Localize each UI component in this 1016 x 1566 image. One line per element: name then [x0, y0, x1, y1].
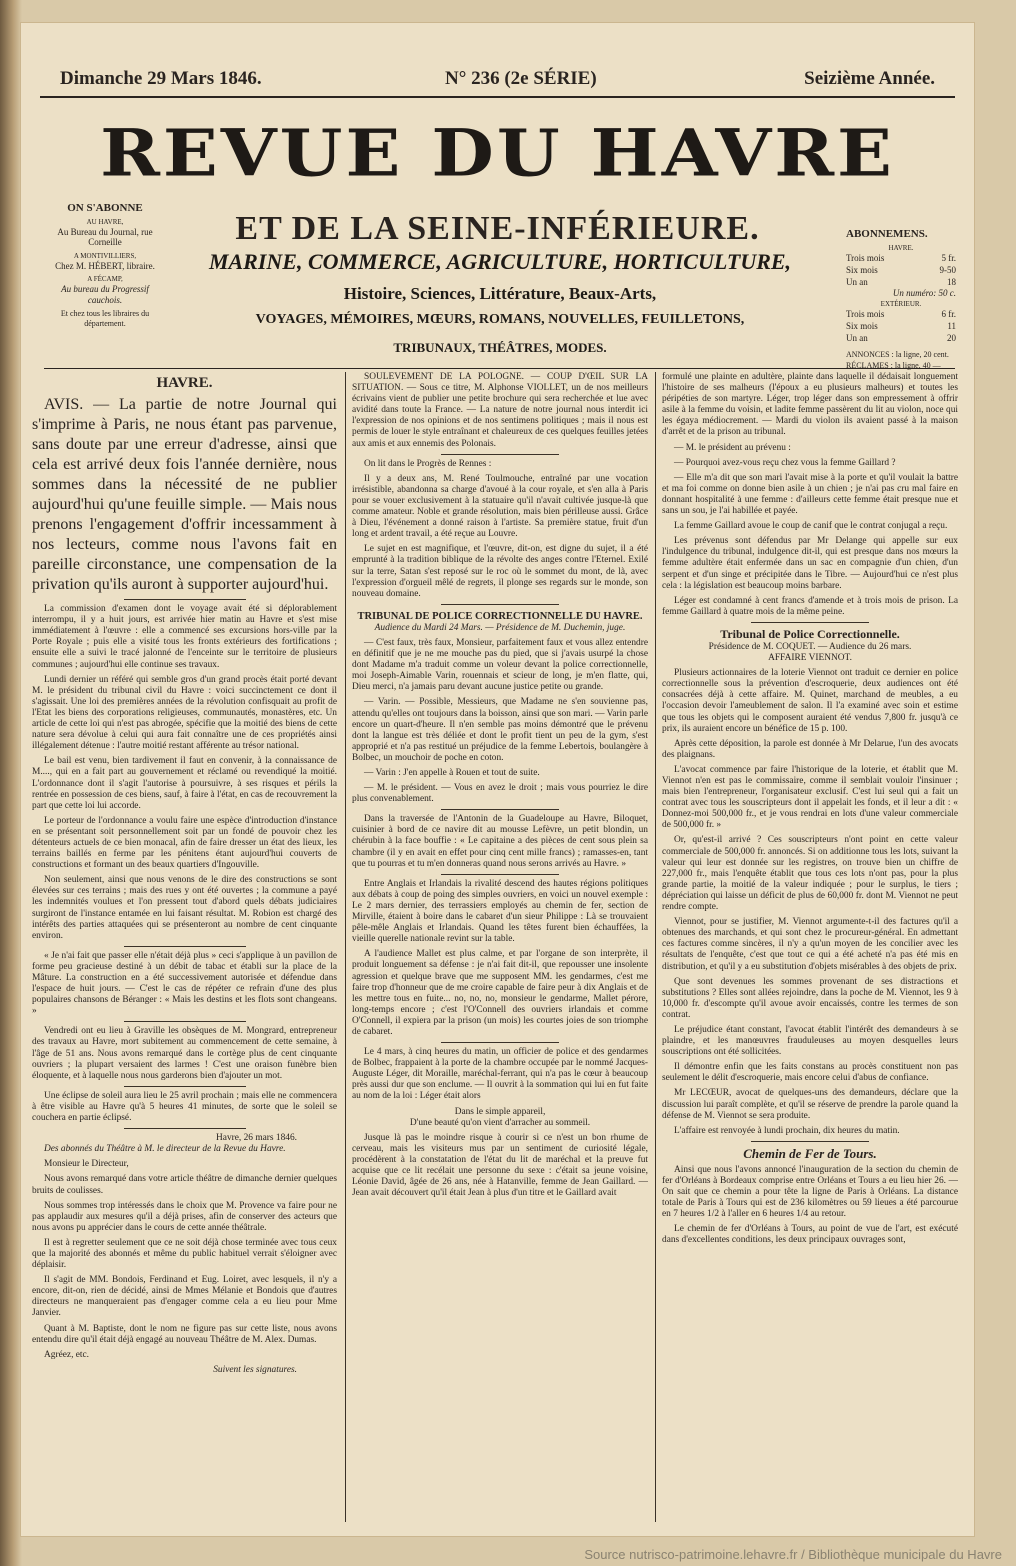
separator	[751, 1141, 869, 1142]
article-paragraph: Que sont devenues les sommes provenant de ses distractions et substitutions ? Elles sont allées rejoindre, dans la poche de M. Viennot, les 9 à 10,000 fr. d'escompte qu'il avoue avoir encaissés, contre les termes de son contrat.	[662, 976, 958, 1020]
article-paragraph: Le 4 mars, à cinq heures du matin, un officier de police et des gendarmes de Bolbec, frappaient à la porte de la chambre occupée par le nommé Jacques-Auguste Léger, dit Moraille, maréchal-ferrant, qui n'a pas le cœur à beaucoup près aussi dur que son enclume. — Il ouvrit à la sommation qui lui en fut faite au nom de la loi : Léger était alors	[352, 1047, 648, 1102]
tribunal-heading: TRIBUNAL DE POLICE CORRECTIONNELLE DU HAVRE.	[357, 610, 643, 622]
article-paragraph: L'affaire est renvoyée à lundi prochain, dix heures du matin.	[674, 1125, 900, 1136]
separator	[124, 1128, 246, 1129]
letter-paragraph: Nous sommes trop intéressés dans le choix que M. Provence va faire pour ne pas applaudir aux mesures qu'il a déjà prises, afin de conserver des acteurs que nous avons pu apprécier dans le cours de cette année théâtrale.	[32, 1200, 337, 1233]
verse-line: D'une beauté qu'on vient d'arracher au sommeil.	[409, 1117, 591, 1128]
subscribe-line: Chez M. HÉBERT, libraire.	[55, 260, 155, 271]
letter-paragraph: Il s'agit de MM. Bondois, Ferdinand et Eug. Loiret, avec lesquels, il n'y a encore, dit-on, rien de décidé, ainsi de Mmes Mélanie et Bondois que d'autres directeurs ne manqueraient pas d'engager comme cela a eu lieu pour Mme Janvier.	[32, 1275, 337, 1319]
article-paragraph: « Je n'ai fait que passer elle n'était déjà plus » ceci s'applique à un pavillon de forme peu gracieuse destiné à un débit de tabac et établi sur la place de la Mâture. La construction en a été successivement autorisée et défendue dans l'espace de huit jours. — C'est le cas de répéter ce refrain d'une des plus populaires chansons de Béranger : « Mais les destins et les flots sont changeans. »	[32, 950, 337, 1017]
masthead-title: REVUE DU HAVRE	[100, 114, 895, 191]
issue-number: N° 236 (2e SÉRIE)	[445, 68, 597, 89]
article-paragraph: Lundi dernier un référé qui semble gros d'un grand procès était porté devant M. le président du tribunal civil du Havre : voici succinctement ce dont il s'agissait. Une loi des premières années de la révolution confisquait au profit de l'Etat les biens des corporations religieuses, communautés, monastères, etc. Un article de cette loi qui n'est pas abrogée, spécifie que la moitié des biens de cette nature sera dévolue à celui qui aura fait connaître une de ces propriétés ainsi illégalement détenue : l'autre moitié restant afférente au trésor national.	[32, 674, 337, 752]
article-paragraph: Il y a deux ans, M. René Toulmouche, entraîné par une vocation irrésistible, abandonna sa charge d'avoué à la cour royale, et s'en alla à Paris pour se vouer exclusivement à la statuaire qu'il n'avait cultivée jusque-là que comme amateur. Noble et grande résolution, mais bien périlleuse aussi. Grâce à Dieu, l'événement a donné raison à l'artiste. Sa première statue, fruit d'un long et ardent travail, a été reçue au Louvre.	[352, 473, 648, 540]
prices-title: ABONNEMENS.	[846, 228, 928, 240]
letter-paragraph: Nous avons remarqué dans votre article théâtre de dimanche dernier quelques bruits de coulisses.	[32, 1174, 337, 1196]
article-paragraph: — M. le président au prévenu :	[674, 442, 791, 453]
article-paragraph: Les prévenus sont défendus par Mr Delange qui appelle sur eux l'indulgence du tribunal, indulgence dit-il, qui est presque dans nos mœurs la femme adultère était enfermée dans un sac en compagnie d'un chien, d'un serpent et d'un singe et précipitée dans le Tibre. — Aujourd'hui ce n'est plus cela : la législation est beaucoup moins barbare.	[662, 536, 958, 591]
newspaper-page	[20, 22, 975, 1537]
price-value: 5 fr.	[941, 253, 956, 264]
separator	[441, 874, 559, 875]
article-paragraph: — Pourquoi avez-vous reçu chez vous la femme Gaillard ?	[674, 457, 896, 468]
article-paragraph: Vendredi ont eu lieu à Graville les obsèques de M. Mongrard, entrepreneur des travaux au Havre, mort subitement au commencement de cette semaine, à l'âge de 51 ans. Nous avons remarqué dans le cortège plus de cent cinquante ouvriers ; la plupart versaient des larmes ! C'est une oraison funèbre bien éloquente, et à laquelle nous nous garderons bien d'ajouter un mot.	[32, 1026, 337, 1081]
article-paragraph: formulé une plainte en adultère, plainte dans laquelle il dédaisait longuement l'histoire de ses malheurs (l'époux a eu plusieurs malheurs) et toutes les péripéties de son martyre. Léger, trop léger dans son empressement à offrir asile à la femme du voisin, et ladite femme passèrent du lit au violon, noce qui les égaya médiocrement. — Mardi du violon ils avaient passé à la maison d'arrêt et de la prison au tribunal.	[662, 372, 958, 438]
article-paragraph: L'avocat commence par faire l'historique de la loterie, et établit que M. Viennot n'en est pas le commissaire, comme il semblait vouloir l'insinuer ; mais bien l'entrepreneur, l'organisateur exclusif. C'est lui seul qui a fait un contrat avec tous les souscripteurs dont il appelait les fonds, et il leur a dit : « Donnez-moi 500,000 fr., et je vous rendrai en lots d'une valeur commerciale de 500,000 fr. »	[662, 764, 958, 831]
article-paragraph: Non seulement, ainsi que nous venons de le dire des constructions se sont élevées sur ces terrains ; mais des rues y ont été ouvertes ; la commune a payé les indemnités voulues et l'on pressent tout d'abord quels débats judiciaires surgiront de l'instance entamée en lui faisant résultat. M. Robion est chargé des intérêts des parties attaquées qui se présenteront au nombre de cent cinquante environ.	[32, 875, 337, 941]
letter-date: Havre, 26 mars 1846.	[216, 1133, 297, 1144]
article-paragraph: Une éclipse de soleil aura lieu le 25 avril prochain ; mais elle ne commencera à être visible au Havre qu'à 5 heures 41 minutes, de sorte que le soleil se couchera en partie éclipsé.	[32, 1090, 337, 1124]
price-label: Trois mois	[846, 309, 885, 320]
separator	[751, 622, 869, 623]
article-paragraph: Mr LECŒUR, avocat de quelques-uns des demandeurs, déclare que la discussion lui paraît complète, et qu'il se réserve de prendre la parole quand la défense de M. Viennot se sera produite.	[662, 1088, 958, 1121]
reclames-rate: RÉCLAMES : la ligne, 40 —	[846, 360, 941, 370]
column-divider	[345, 372, 346, 1522]
subscribe-line: A FÉCAMP,	[87, 275, 123, 284]
separator	[441, 1042, 559, 1043]
price-label: Trois mois	[846, 253, 885, 264]
article-paragraph: — M. le président. — Vous en avez le droit ; mais vous pourriez le dire plus convenablement.	[352, 783, 648, 805]
column-divider	[655, 372, 656, 1522]
column-3	[662, 372, 958, 1527]
subscribe-line: Au Bureau du Journal, rue Corneille	[57, 226, 153, 248]
letter-intro: Des abonnés du Théâtre à M. le directeur de la Revue du Havre.	[44, 1144, 286, 1155]
separator	[124, 1086, 246, 1087]
verse-line: Dans le simple appareil,	[454, 1106, 546, 1117]
issue-year: Seizième Année.	[804, 68, 935, 89]
topics-line-4: TRIBUNAUX, THÉÂTRES, MODES.	[393, 340, 607, 355]
subscription-prices	[846, 227, 956, 371]
subscribe-line: Et chez tous les libraires du département.	[60, 309, 150, 328]
article-paragraph: Le sujet en est magnifique, et l'œuvre, dit-on, est digne du sujet, il a été emprunté à la tradition biblique de la révolte des anges contre l'Eternel. Exilé sur la terre, Satan s'est reposé sur le roc où le sommet du mont, de là, avec l'expression d'orgueil mêlé de regrets, il plonge ses regards sur le monde, son nouveau domaine.	[352, 544, 648, 599]
price-row	[846, 277, 956, 289]
separator	[124, 946, 246, 947]
price-value: 6 fr.	[941, 309, 956, 320]
article-paragraph: Entre Anglais et Irlandais la rivalité descend des hautes régions politiques aux débats à coup de poing des simples ouvriers, en voici un nouvel exemple : Le 2 mars dernier, des terrassiers employés au chemin de fer, section de Mirville, étaient à boire dans le cabaret d'un sieur Philippe : Là se trouvaient pêle-mêle Anglais et Irlandais. Quand les têtes furent bien échauffées, la vieille querelle nationale revint sur la table.	[352, 878, 648, 945]
article-paragraph: La commission d'examen dont le voyage avait été si déplorablement interrompu, il y a huit jours, est arrivée hier matin au Havre et s'est mise immédiatement à l'œuvre : elle a commencé ses excursions hors-ville par la Porte Royale ; puis elle a visité tous les fronts extérieurs des fortifications ; ensuite elle a suivi le tracé jalonné de l'enceinte sur le territoire de plusieurs communes ; aujourd'hui elle continue ses travaux.	[32, 604, 337, 670]
price-row	[846, 321, 956, 333]
subscribe-line: A MONTIVILLIERS,	[73, 252, 137, 261]
letter-close: Agréez, etc.	[44, 1349, 90, 1360]
price-row	[846, 253, 956, 265]
price-row	[846, 309, 956, 321]
article-paragraph: On lit dans le Progrès de Rennes :	[364, 458, 492, 469]
letter-signature: Suivent les signatures.	[213, 1364, 297, 1375]
header-rule	[44, 368, 955, 369]
subscription-places	[50, 202, 160, 329]
price-label: Un an	[846, 276, 868, 287]
article-paragraph: — C'est faux, très faux, Monsieur, parfaitement faux et vous allez entendre en définitif que je ne me mouche pas du pied, que si j'avais usurpé la chose dont Madame m'a traduit comme un voleur devant la police correctionnelle, moi Joseph-Aimable Varin, rouennais et scieur de long, je m'en flatte, qui, Dieu merci, n'a jamais paru devant aucune justice petite ou grande.	[352, 637, 648, 693]
single-issue-price: Un numéro: 50 c.	[892, 288, 956, 299]
prices-havre: HAVRE.	[888, 244, 914, 253]
notice-avis: AVIS. — La partie de notre Journal qui s'imprime à Paris, ne nous étant pas parvenue, sans doute par une erreur d'adresse, ainsi que cela est arrivé deux fois l'année dernière, nous sommes dans la nécessité de ne publier aujourd'hui qu'une feuille simple. — Mais nous prenons l'engagement d'offrir incessamment à nos lecteurs, comme nous l'avons fait en pareille circonstance, une compensation de la privation qu'ils auront à supporter aujourd'hui.	[32, 396, 337, 594]
article-paragraph: Il démontre enfin que les faits constans au procès constituent non pas seulement le délit d'escroquerie, mais encore celui d'abus de confiance.	[662, 1062, 958, 1084]
price-label: Six mois	[846, 320, 878, 331]
section-heading-havre: HAVRE.	[156, 375, 213, 391]
article-paragraph: Ainsi que nous l'avons annoncé l'inauguration de la section du chemin de fer d'Orléans à Bordeaux comprise entre Orléans et Tours a eu lieu hier 26. — On sait que ce chemin a pour tête la ligne de Paris à Orléans. La distance totale de Paris à Tours qui est de 236 kilomètres ou 59 lieues a été parcourue en 7 heures 1/2 à l'aller en 6 heures 1/4 au retour.	[662, 1164, 958, 1220]
separator	[441, 454, 559, 455]
article-paragraph: Le bail est venu, bien tardivement il faut en convenir, à la connaissance de M...., qui en a fait part au gouvernement et réclamé ou revendiqué la moitié. L'ordonnance dont il s'agit l'autorise à poursuivre, à ses risques et périls la rentrée en possession de ces biens, sauf, à faire à l'état, en cas de recouvrement la part que cette loi lui accorde.	[32, 756, 337, 811]
price-label: Six mois	[846, 265, 878, 276]
article-paragraph: Plusieurs actionnaires de la loterie Viennot ont traduit ce dernier en police correctionnelle sous la prévention d'escroquerie, deux audiences ont été consacrées déjà à cette affaire. M. Quinet, marchand de meubles, a eu l'occasion devoir l'ameublement de salon. Il l'a examiné avec soin et estime que tous les objets qui le composent auraient été vendus 7,800 fr. jusqu'à ce prix, ils auraient encore un bénéfice de 15 p. 100.	[662, 668, 958, 734]
price-row	[846, 333, 956, 345]
article-paragraph: SOULÈVEMENT DE LA POLOGNE. — COUP D'ŒIL SUR LA SITUATION. — Sous ce titre, M. Alphonse VIOLLET, un de nos meilleurs écrivains vient de publier une petite brochure qui sera recherchée et lue avec avidité dans toute la France. — La nature de notre journal nous interdit ici l'expression de nos opinions et de nos sentimens politiques ; mais il nous est permis de louer le style entraînant et chaleureux de ces quelques feuilles jetées aux amis et aux ennemis des Polonais.	[352, 372, 648, 449]
letter-paragraph: Il est à regretter seulement que ce ne soit déjà chose terminée avec tous ceux que la majorité des abonnés et même du public habituel verrait s'éloigner avec déplaisir.	[32, 1237, 337, 1271]
masthead-subtitle: ET DE LA SEINE-INFÉRIEURE.	[235, 210, 760, 247]
price-row	[846, 265, 956, 277]
dateline	[40, 60, 955, 98]
article-paragraph: — Varin. — Possible, Messieurs, que Madame ne s'en souvienne pas, attendu qu'elles ont toujours dans la boisson, ainsi que son mari. — Varin parle encore un quart-d'heure. Il n'en semble pas moins démontré que le prévenu dont la langue est très déliée et dont le profit tient un peu de la gym, s'est approprié et n'a pas restitué un préjudice de la femme Lebertois, boulangère à Bolbec, un mouchoir de poche en coton.	[352, 697, 648, 763]
affaire-title: AFFAIRE VIENNOT.	[768, 653, 852, 664]
article-paragraph: Le préjudice étant constant, l'avocat établit l'intérêt des demandeurs à se plaindre, et les manœuvres frauduleuses au moyen desquelles leurs souscriptions ont été sollicitées.	[662, 1024, 958, 1058]
topics-line-3: VOYAGES, MÉMOIRES, MŒURS, ROMANS, NOUVELLES, FEUILLETONS,	[255, 312, 745, 327]
article-paragraph: — Elle m'a dit que son mari l'avait mise à la porte et qu'il voulait la battre et ma foi comme on donne bien asile à un chien ; je n'ai pas cru mal faire en donnant hospitalité à une femme : d'ailleurs cette femme était presque nue et sans un sou, je l'ai habillée et payée.	[662, 472, 958, 517]
article-paragraph: A l'audience Mallet est plus calme, et par l'organe de son interprète, il produit longuement sa défense : je n'ai fait dit-il, que repousser une insolente agression et quelque brave que me supposent MM. les gendarmes, c'est me faire trop d'honneur que de me croire capable de faire peur à dix Anglais et de les mettre tous en fuite... no, no, no, monsieur le gendarme, Mallet pérore, long-temps encore ; c'est l'O'Connell des ouvriers irlandais et comme O'Connell, il expiera par la prison (un mois) les courtes joies de son triomphe de cabaret.	[352, 949, 648, 1037]
article-paragraph: — Varin : J'en appelle à Rouen et tout de suite.	[364, 768, 540, 778]
article-paragraph: Viennot, pour se justifier, M. Viennot argumente-t-il des factures qu'il a obtenues des marchands, et qui sont chez le procureur-général. En admettant ces factures comme sincères, il n'y a qu'un moyen de les concilier avec les résultats de l'enquête, c'est que tout ce qui a été acheté n'a pas été mis en distribution, et qu'il y a eu substitution d'objets misérables à des objets de prix.	[662, 917, 958, 972]
price-value: 11	[947, 320, 956, 331]
separator	[124, 599, 246, 600]
letter-salute: Monsieur le Directeur,	[44, 1159, 129, 1170]
separator	[124, 1021, 246, 1022]
price-value: 18	[947, 276, 956, 287]
article-paragraph: Or, qu'est-il arrivé ? Ces souscripteurs n'ont point en cette valeur commerciale de 500,000 fr. annoncés. Si on additionne tous les lots, suivant la valeur qui leur est donnée sur les registres, on trouve bien un chiffre de 227,000 fr., mais l'enquête établit que tous ces lots n'ont pas, pour la plus grande partie, la moitié de la valeur indiquée ; pour le surplus, le tiers ; dépréciation qui laisse un déficit de plus de 60,000 fr. dont M. Viennot ne peut rendre compte.	[662, 835, 958, 913]
price-value: 20	[947, 332, 956, 343]
article-paragraph: Dans la traversée de l'Antonin de la Guadeloupe au Havre, Biloquet, cuisinier à bord de ce navire dit au mousse Lefèvre, un petit blondin, un chérubin à la face bouffie : « Le capitaine a des pièces de cent sous plein sa chambre (il y en avait en effet pour cinq cent mille francs) ; ramasses-en, tant que tu pourras et tu m'en donneras quand nous serons arrivés au Havre. »	[352, 814, 648, 869]
column-2	[352, 372, 648, 1527]
prices-exterieur: EXTÉRIEUR.	[880, 300, 922, 309]
topics-line-2: Histoire, Sciences, Littérature, Beaux-Arts,	[343, 284, 657, 303]
subscribe-line: AU HAVRE,	[86, 218, 124, 227]
subscribe-line: Au bureau du Progressif cauchois.	[61, 283, 149, 305]
letter-paragraph: Quant à M. Baptiste, dont le nom ne figure pas sur cette liste, nous avons entendu dire qu'il était déjà engagé au nouveau Théâtre de M. Alex. Dumas.	[32, 1323, 337, 1345]
article-paragraph: Léger est condamné à cent francs d'amende et à trois mois de prison. La femme Gaillard à quatre mois de la même peine.	[662, 595, 958, 617]
price-label: Un an	[846, 332, 868, 343]
price-value: 9-50	[939, 265, 956, 276]
chemin-heading: Chemin de Fer de Tours.	[743, 1145, 877, 1161]
audience-line: Présidence de M. COQUET. — Audience du 26 mars.	[708, 641, 912, 652]
column-1	[32, 372, 337, 1527]
separator	[441, 604, 559, 605]
audience-line: Audience du Mardi 24 Mars. — Présidence de M. Duchemin, juge.	[374, 622, 626, 633]
issue-date: Dimanche 29 Mars 1846.	[60, 68, 262, 89]
article-paragraph: Le chemin de fer d'Orléans à Tours, au point de vue de l'art, est exécuté dans d'excellentes conditions, les deux principaux ouvrages sont,	[662, 1224, 958, 1246]
tribunal-heading: Tribunal de Police Correctionnelle.	[720, 626, 900, 641]
separator	[441, 809, 559, 810]
article-paragraph: Après cette déposition, la parole est donnée à Mr Delarue, l'un des avocats des plaignans.	[662, 738, 958, 760]
binding-spine	[0, 0, 22, 1566]
topics-line-1: MARINE, COMMERCE, AGRICULTURE, HORTICULTURE,	[208, 249, 792, 274]
source-credit: Source nutrisco-patrimoine.lehavre.fr / Bibliothèque municipale du Havre	[584, 1547, 1002, 1562]
article-paragraph: Le porteur de l'ordonnance a voulu faire une espèce d'introduction d'instance en se présentant soit personnellement soit par un fondé de pouvoir chez les détenteurs actuels de ce bien monacal, afin de faire dresser un état des lieux, les terrains baillés en ferme par les pénitens étant aujourd'hui couverts de constructions et formant un des beaux quartiers d'Ingouville.	[32, 815, 337, 871]
article-paragraph: Jusque là pas le moindre risque à courir si ce n'est un bon rhume de cerveau, mais les visiteurs mus par un sentiment de curiosité légale, procédèrent à la constatation de l'état du lit de maréchal et la preuve fut acquise que ce lit recélait une personne du sexe : c'était sa jeune voisine, Léonie David, âgée de 26 ans, née à Hatanville, femme de Jean Gaillard. — Jean avait découvert qu'il était Jean à plus d'un titre et le Gaillard avait	[352, 1132, 648, 1199]
article-paragraph: La femme Gaillard avoue le coup de canif que le contrat conjugal a reçu.	[674, 521, 948, 532]
annonces-rate: ANNONCES : la ligne, 20 cent.	[846, 350, 949, 360]
subscribe-title: ON S'ABONNE	[67, 202, 143, 214]
